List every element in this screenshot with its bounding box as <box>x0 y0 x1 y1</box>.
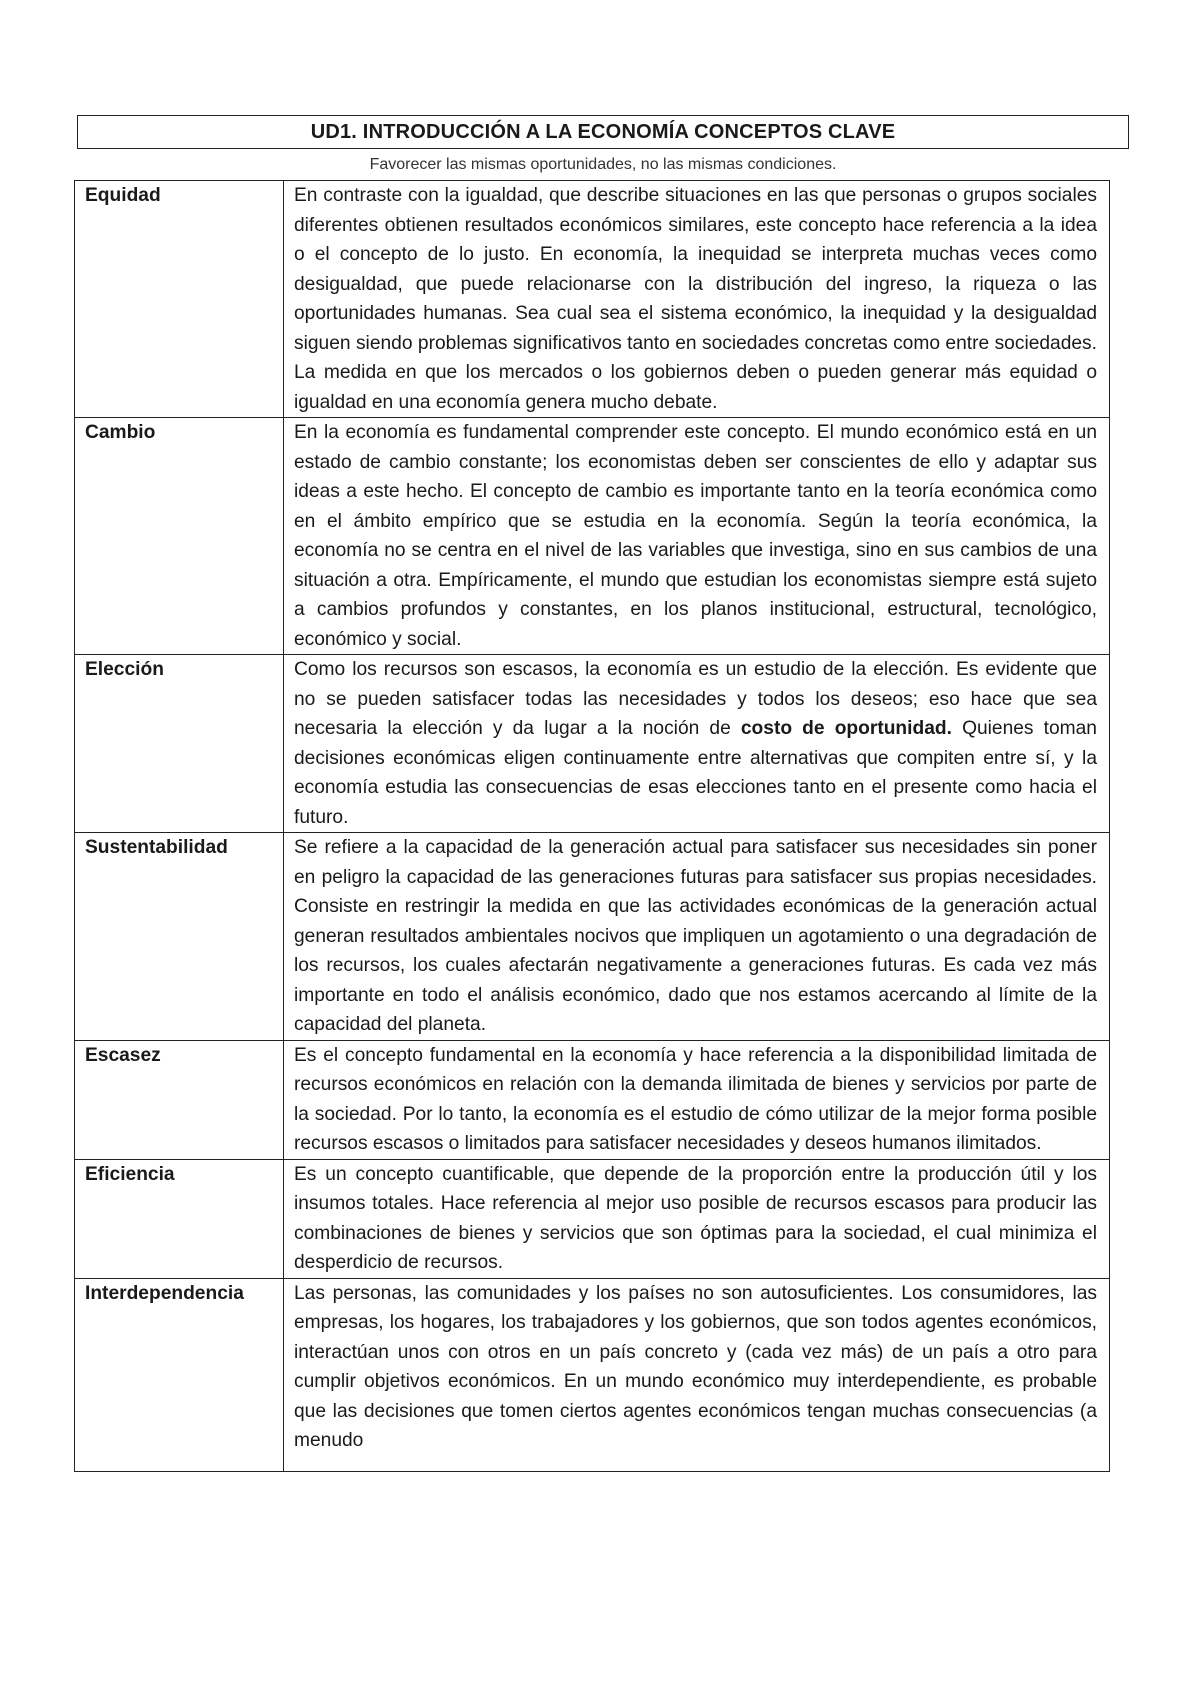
table-row <box>75 418 1110 655</box>
table-row <box>75 1278 1110 1471</box>
table-row <box>75 1159 1110 1278</box>
definition-text: Quienes toman decisiones económicas eligen continuamente entre alternativas que compiten entre sí, y la economía estudia las consecuencias de esas elecciones tanto en el presente como hacia el futuro. <box>294 718 1097 828</box>
document-subtitle: Favorecer las mismas oportunidades, no las mismas condiciones. <box>369 156 837 173</box>
document-title: UD1. INTRODUCCIÓN A LA ECONOMÍA CONCEPTOS CLAVE <box>77 115 1129 149</box>
term-cell: Elección <box>75 655 284 833</box>
concepts-table <box>74 180 1110 1472</box>
definition-cell: Es un concepto cuantificable, que depende de la proporción entre la producción útil y los insumos totales. Hace referencia al mejor uso posible de recursos escasos para producir las combinaciones de bienes y servicios que son óptimas para la sociedad, el cual minimiza el desperdicio de recursos. <box>284 1159 1110 1278</box>
table-row <box>75 181 1110 418</box>
table-row <box>75 833 1110 1041</box>
definition-cell: En contraste con la igualdad, que describe situaciones en las que personas o grupos sociales diferentes obtienen resultados económicos similares, este concepto hace referencia a la idea o el concepto de lo justo. En economía, la inequidad se interpreta muchas veces como desigualdad, que puede relacionarse con la distribución del ingreso, la riqueza o las oportunidades humanas. Sea cual sea el sistema económico, la inequidad y la desigualdad siguen siendo problemas significativos tanto en sociedades concretas como entre sociedades. La medida en que los mercados o los gobiernos deben o pueden generar más equidad o igualdad en una economía genera mucho debate. <box>284 181 1110 418</box>
definition-cell: Las personas, las comunidades y los países no son autosuficientes. Los consumidores, las empresas, los hogares, los trabajadores y los gobiernos, que son todos agentes económicos, interactúan unos con otros en un país concreto y (cada vez más) de un país a otro para cumplir objetivos económicos. En un mundo económico muy interdependiente, es probable que las decisiones que tomen ciertos agentes económicos tengan muchas consecuencias (a menudo <box>284 1278 1110 1471</box>
definition-cell <box>284 655 1110 833</box>
definition-cell: En la economía es fundamental comprender este concepto. El mundo económico está en un estado de cambio constante; los economistas deben ser conscientes de ello y adaptar sus ideas a este hecho. El concepto de cambio es importante tanto en la teoría económica como en el ámbito empírico que se estudia en la economía. Según la teoría económica, la economía no se centra en el nivel de las variables que investiga, sino en sus cambios de una situación a otra. Empíricamente, el mundo que estudian los economistas siempre está sujeto a cambios profundos y constantes, en los planos institucional, estructural, tecnológico, económico y social. <box>284 418 1110 655</box>
definition-cell: Se refiere a la capacidad de la generación actual para satisfacer sus necesidades sin poner en peligro la capacidad de las generaciones futuras para satisfacer sus propias necesidades. Consiste en restringir la medida en que las actividades económicas de la generación actual generan resultados ambientales nocivos que impliquen un agotamiento o una degradación de los recursos, los cuales afectarán negativamente a generaciones futuras. Es cada vez más importante en todo el análisis económico, dado que nos estamos acercando al límite de la capacidad del planeta. <box>284 833 1110 1041</box>
definition-bold-term: costo de oportunidad. <box>740 718 952 739</box>
term-cell: Interdependencia <box>75 1278 284 1471</box>
table-row <box>75 1040 1110 1159</box>
definition-text: Como los recursos son escasos, la economía es un estudio de la elección. Es evidente que no se pueden satisfacer todas las necesidades y todos los deseos; eso hace que sea necesaria la elección y da lugar a la noción de <box>294 659 1097 739</box>
table-row <box>75 655 1110 833</box>
term-cell: Sustentabilidad <box>75 833 284 1041</box>
definition-cell: Es el concepto fundamental en la economía y hace referencia a la disponibilidad limitada de recursos económicos en relación con la demanda ilimitada de bienes y servicios por parte de la sociedad. Por lo tanto, la economía es el estudio de cómo utilizar de la mejor forma posible recursos escasos o limitados para satisfacer necesidades y deseos humanos ilimitados. <box>284 1040 1110 1159</box>
term-cell: Eficiencia <box>75 1159 284 1278</box>
term-cell: Escasez <box>75 1040 284 1159</box>
term-cell: Cambio <box>75 418 284 655</box>
term-cell: Equidad <box>75 181 284 418</box>
